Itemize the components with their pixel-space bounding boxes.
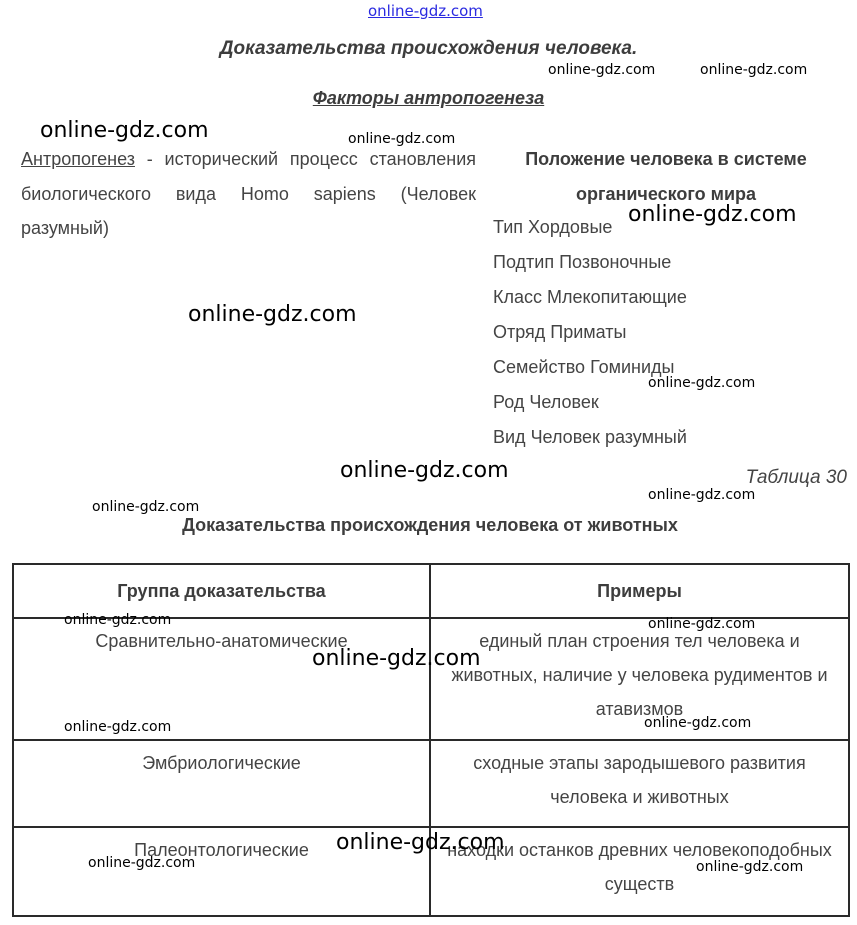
column-header: Примеры: [430, 564, 849, 618]
watermark: online-gdz.com: [648, 375, 756, 391]
watermark: online-gdz.com: [696, 859, 804, 875]
watermark: online-gdz.com: [644, 715, 752, 731]
table-cell: Палеонтологические: [13, 827, 430, 916]
taxonomy-item: Род Человек: [493, 392, 599, 412]
column-header: Группа доказательства: [13, 564, 430, 618]
table-row: [13, 740, 849, 827]
taxonomy-item: Тип Хордовые: [493, 217, 613, 237]
table-header-row: [13, 564, 849, 618]
taxonomy-item: Отряд Приматы: [493, 322, 627, 342]
taxonomy-item: Семейство Гоминиды: [493, 357, 675, 377]
definition-text: [21, 142, 476, 246]
definition-body: - исторический процесс становления биологического вида Homo sapiens (Человек разумный): [21, 149, 476, 238]
page-subtitle: Факторы антропогенеза: [312, 88, 545, 108]
watermark: online-gdz.com: [92, 499, 200, 515]
table-cell: Сравнительно-анатомические: [13, 618, 430, 740]
watermark: online-gdz.com: [188, 302, 357, 327]
taxonomy-list: [493, 210, 687, 455]
table-cell: сходные этапы зародышевого развития человека и животных: [430, 740, 849, 827]
watermark: online-gdz.com: [336, 830, 505, 855]
watermark: online-gdz.com: [88, 855, 196, 871]
watermark: online-gdz.com: [368, 2, 483, 20]
watermark: online-gdz.com: [548, 62, 656, 78]
definition-term: Антропогенез: [21, 149, 135, 169]
watermark: online-gdz.com: [64, 612, 172, 628]
table-number: Таблица 30: [745, 467, 847, 488]
watermark: online-gdz.com: [648, 487, 756, 503]
watermark: online-gdz.com: [40, 118, 209, 143]
watermark: online-gdz.com: [348, 131, 456, 147]
watermark: online-gdz.com: [628, 202, 797, 227]
watermark: online-gdz.com: [340, 458, 509, 483]
position-heading: Положение человека в системе органического мира: [525, 149, 807, 204]
taxonomy-item: Подтип Позвоночные: [493, 252, 672, 272]
table-cell: Эмбриологические: [13, 740, 430, 827]
table-cell: единый план строения тел человека и животных, наличие у человека рудиментов и атавизмов: [430, 618, 849, 740]
watermark: online-gdz.com: [64, 719, 172, 735]
table-title: Доказательства происхождения человека от животных: [182, 515, 678, 535]
table-cell: находки останков древних человекоподобных существ: [430, 827, 849, 916]
watermark: online-gdz.com: [700, 62, 808, 78]
taxonomy-item: Класс Млекопитающие: [493, 287, 687, 307]
watermark: online-gdz.com: [312, 646, 481, 671]
taxonomy-item: Вид Человек разумный: [493, 427, 687, 447]
page-title: Доказательства происхождения человека.: [219, 38, 638, 59]
watermark: online-gdz.com: [648, 616, 756, 632]
